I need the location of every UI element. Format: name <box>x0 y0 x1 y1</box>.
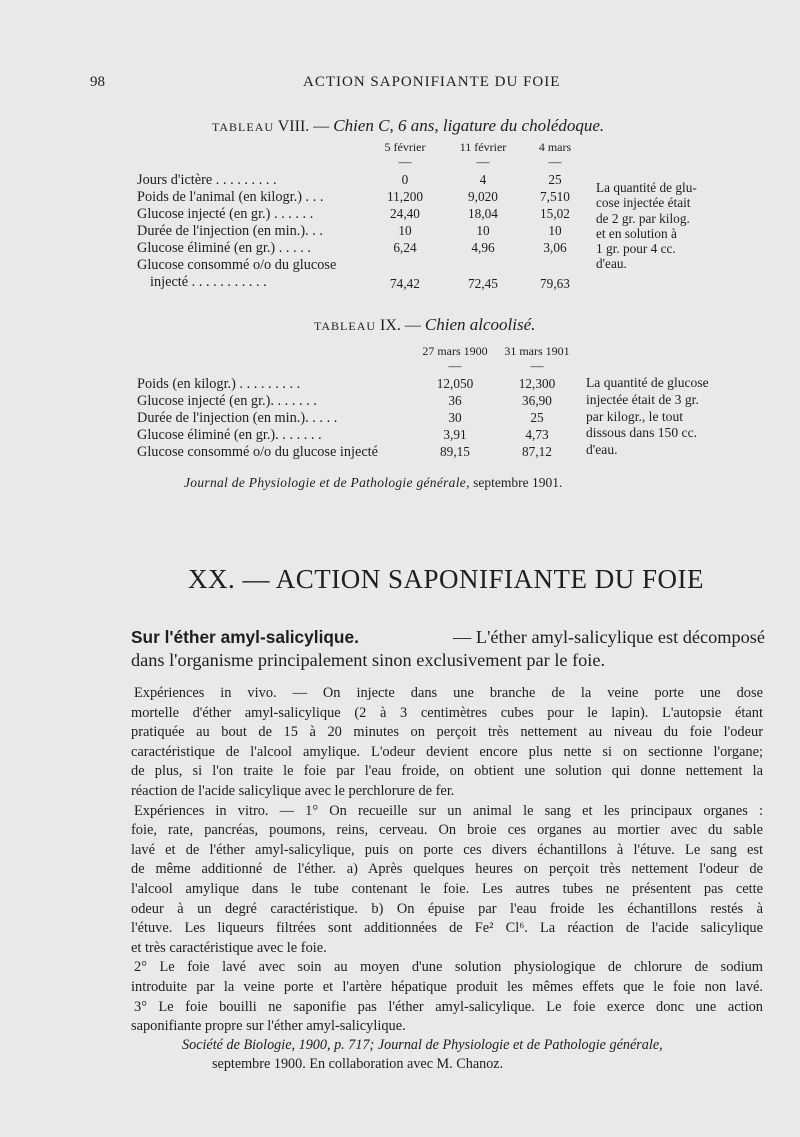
table-9-note-line: La quantité de glucose <box>586 375 709 390</box>
table-9-note-line: par kilogr., le tout <box>586 408 684 424</box>
table-8-row-label: Glucose injecté (en gr.) . . . . . . <box>137 206 314 222</box>
chapter-title: XX. — ACTION SAPONIFIANTE DU FOIE <box>188 564 704 594</box>
body-text <box>131 684 763 1037</box>
table-8-cell: 9,020 <box>468 189 498 204</box>
source-journal: Journal de Physiologie et de Pathologie générale, <box>184 475 470 490</box>
table-8-cell: 4 <box>479 172 487 187</box>
table-8-note <box>596 180 736 272</box>
table-9-cell: 12,300 <box>518 376 556 391</box>
table-9-number: IX. — <box>380 317 421 334</box>
table-9-row-label: Poids (en kilogr.) . . . . . . . . . <box>137 376 301 392</box>
table-8-cell: 4,96 <box>471 240 495 255</box>
citation-line-2: septembre 1900. En collaboration avec M. Chanoz. <box>212 1055 504 1072</box>
citation <box>182 1036 663 1074</box>
body-line: l'alcool amylique dans le tube contenant le foie. Les autres tubes ne présentent pas cette <box>131 880 763 897</box>
table-source <box>184 475 562 491</box>
table-9-cell: 25 <box>530 410 544 425</box>
table-9-cell: 87,12 <box>522 444 552 459</box>
table-9-subject: Chien alcoolisé. <box>424 315 536 334</box>
table-8-note-line: et en solution à <box>596 225 677 241</box>
table-9-cell: 36 <box>448 393 462 408</box>
table-8-note-line: cose injectée était <box>596 195 691 211</box>
table-9-col-1: 27 mars 1900 <box>422 344 488 358</box>
table-8-col-1: 5 février <box>384 140 426 154</box>
table-8-note-line: La quantité de glu- <box>596 180 697 195</box>
table-9-cell: 36,90 <box>522 393 552 408</box>
body-line: pratiquée au bout de 15 à 20 minutes on perçoit très nettement au niveau du foie l'odeur <box>131 724 763 741</box>
table-8-row-label: injecté . . . . . . . . . . . <box>150 274 267 290</box>
table-8-cell: 25 <box>548 172 562 187</box>
lead-text-1: — L'éther amyl-salicylique est décomposé <box>453 627 765 647</box>
table-8-cell: 74,42 <box>390 276 420 291</box>
source-date: septembre 1901. <box>473 475 563 490</box>
table-8-subject: Chien C, 6 ans, ligature du cholédoque. <box>333 116 605 135</box>
citation-line-1 <box>182 1036 663 1055</box>
table-8-row-label: Poids de l'animal (en kilogr.) . . . <box>137 189 324 205</box>
table-8-label: TABLEAU <box>212 120 275 134</box>
table-9-label: TABLEAU <box>314 319 377 333</box>
table-8-cell: 15,02 <box>540 206 570 221</box>
table-9-cell: 12,050 <box>436 376 474 391</box>
table-8-dash: — <box>476 154 490 169</box>
table-8-col-3: 4 mars <box>538 140 572 154</box>
table-8-col-2: 11 février <box>459 140 507 154</box>
table-9-row-label: Glucose consommé o/o du glucose injecté <box>137 444 379 460</box>
table-8-dash: — <box>548 154 562 169</box>
body-line: odeur à un degré caractéristique. b) On épuise par l'eau froide les échantillons restés à <box>131 900 763 917</box>
lead-line-1 <box>131 626 765 649</box>
table-8-note-line: d'eau. <box>596 256 627 272</box>
body-line: 2° Le foie lavé avec soin au moyen d'une solution physiologique de chlorure de sodium <box>134 959 763 976</box>
table-9-cell: 4,73 <box>525 427 549 442</box>
lead-paragraph <box>131 626 765 671</box>
body-line: mortelle d'éther amyl-salicylique (2 à 3 centimètres cubes pour le lapin). L'autopsie étant <box>131 704 763 721</box>
table-9-row-label: Glucose injecté (en gr.). . . . . . . <box>137 393 317 409</box>
body-line: de plus, si l'on traite le foie par l'eau froide, on obtient une solution qui donne nettement la <box>131 763 763 780</box>
body-line: saponifiante propre sur l'éther amyl-salicylique. <box>131 1018 406 1035</box>
body-line: et très caractéristique avec le foie. <box>131 939 327 956</box>
table-8-row-label: Durée de l'injection (en min.). . . <box>137 223 323 239</box>
body-line: foie, rate, pancréas, poumons, reins, cerveau. On broie ces organes au mortier avec du sable <box>131 822 763 839</box>
body-line: lavé et de l'éther amyl-salicylique, puis on porte ces divers échantillons à l'étuve. Le sang est <box>131 841 763 858</box>
table-8-cell: 10 <box>476 223 490 238</box>
table-9-cell: 3,91 <box>443 427 467 442</box>
table-9-note-line: injectée était de 3 gr. <box>586 391 699 407</box>
table-8-caption <box>212 116 604 136</box>
body-line: Expériences in vitro. — 1° On recueille sur un animal le sang et les principaux organes : <box>134 802 763 819</box>
table-8-cell: 18,04 <box>468 206 498 221</box>
table-9-dash: — <box>530 358 544 373</box>
table-9-note <box>586 375 746 459</box>
body-line: Expériences in vivo. — On injecte dans une branche de la veine porte une dose <box>134 685 763 701</box>
lead-heading: Sur l'éther amyl-salicylique. <box>131 627 359 647</box>
table-8-row-label: Glucose consommé o/o du glucose <box>137 257 337 273</box>
table-9-cell: 89,15 <box>440 444 470 459</box>
body-line: réaction de l'acide salicylique avec le perchlorure de fer. <box>131 782 455 799</box>
table-8-cell: 79,63 <box>540 276 570 291</box>
table-8-dash: — <box>398 154 412 169</box>
table-8-row-label: Glucose éliminé (en gr.) . . . . . <box>137 240 311 256</box>
table-8-cell: 6,24 <box>393 240 417 255</box>
table-8-note-line: 1 gr. pour 4 cc. <box>596 241 676 257</box>
table-9-row-label: Durée de l'injection (en min.). . . . . <box>137 410 338 426</box>
body-line: introduite par la veine porte et l'artère hépatique produit les mêmes effets que le foie non lavé. <box>131 978 763 995</box>
page-number: 98 <box>90 74 105 90</box>
body-line: de même additionné de l'éther. a) Après quelques heures on perçoit très nettement l'odeur de <box>131 861 763 878</box>
body-line: caractéristique de l'alcool amylique. L'odeur devient encore plus nette si on sectionne l'organe; <box>131 743 763 760</box>
table-9-note-line: dissous dans 150 cc. <box>586 425 698 441</box>
citation-text-1: Société de Biologie, 1900, p. 717; Journal de Physiologie et de Pathologie générale, <box>182 1037 663 1053</box>
table-8-cell: 24,40 <box>390 206 420 221</box>
table-9-col-2: 31 mars 1901 <box>504 344 570 358</box>
table-8-cell: 72,45 <box>468 276 498 291</box>
table-8-note-line: de 2 gr. par kilog. <box>596 210 690 226</box>
lead-text-2: dans l'organisme principalement sinon exclusivement par le foie. <box>131 649 606 670</box>
table-8-cell: 10 <box>548 223 562 238</box>
table-8-cell: 3,06 <box>543 240 567 255</box>
body-line: l'étuve. Les liqueurs filtrées sont additionnées de Fe² Cl⁶. La réaction de l'acide salicylique <box>131 920 763 937</box>
body-line: 3° Le foie bouilli ne saponifie pas l'éther amyl-salicylique. Le foie exerce donc une action <box>134 998 763 1015</box>
table-9-dash: — <box>448 358 462 373</box>
table-8-row-label: Jours d'ictère . . . . . . . . . <box>137 172 277 188</box>
running-title: ACTION SAPONIFIANTE DU FOIE <box>303 74 561 90</box>
table-8-number: VIII. — <box>277 118 330 135</box>
table-8-cell: 11,200 <box>386 189 424 204</box>
table-8-cell: 7,510 <box>540 189 570 204</box>
table-8-cell: 0 <box>401 172 409 187</box>
table-8-cell: 10 <box>398 223 412 238</box>
table-9-row-label: Glucose éliminé (en gr.). . . . . . . <box>137 427 322 443</box>
table-9-caption <box>314 315 535 335</box>
table-9-cell: 30 <box>448 410 462 425</box>
table-9-note-line: d'eau. <box>586 442 618 458</box>
